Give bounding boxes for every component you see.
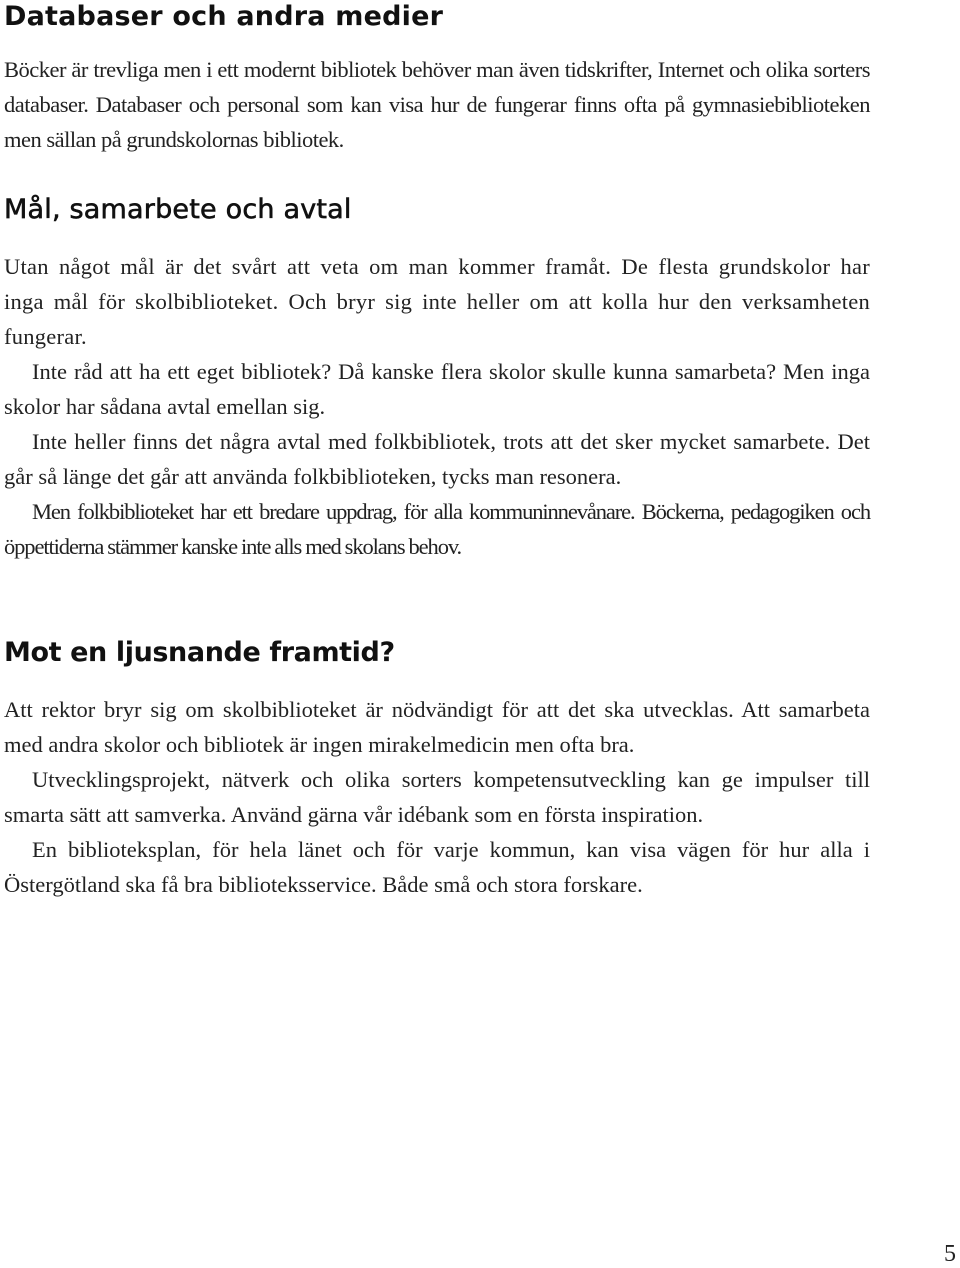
- paragraph-databaser-1: Böcker är trevliga men i ett modernt bibliotek behöver man även tidskrifter, Internet och olika sorters databaser. Databaser och personal som kan visa hur de fungerar finns ofta på gymnasiebiblioteken men sällan på grundskolornas bibliotek.: [4, 57, 870, 152]
- paragraph-framtid-2: Utvecklingsprojekt, nätverk och olika sorters kompetensutveckling kan ge impulser till smarta sätt att samverka. Använd gärna vår idébank som en första inspiration.: [4, 767, 870, 827]
- section-mot-en-ljusnande-framtid: [4, 636, 870, 902]
- section-databaser: [4, 0, 870, 157]
- heading-databaser: Databaser och andra medier: [4, 1, 444, 32]
- paragraph-framtid-1: Att rektor bryr sig om skolbiblioteket är nödvändigt för att det ska utvecklas. Att samarbeta med andra skolor och bibliotek är ingen mirakelmedicin men ofta bra.: [4, 697, 870, 757]
- paragraph-mal-3: Inte heller finns det några avtal med folkbibliotek, trots att det sker mycket samarbete. Det går så länge det går att använda folkbiblioteken, tycks man resonera.: [4, 429, 870, 489]
- heading-mal-samarbete-avtal: Mål, samarbete och avtal: [4, 194, 352, 225]
- paragraph-mal-2: Inte råd att ha ett eget bibliotek? Då kanske flera skolor skulle kunna samarbeta? Men inga skolor har sådana avtal emellan sig.: [4, 359, 870, 419]
- heading-mot-en-ljusnande-framtid: Mot en ljusnande framtid?: [4, 637, 395, 668]
- paragraph-mal-4: Men folkbiblioteket har ett bredare uppdrag, för alla kommuninnevånare. Böckerna, pedagogiken och öppettiderna stämmer kanske inte alls med skolans behov.: [4, 499, 870, 559]
- section-mal-samarbete-avtal: [4, 193, 870, 564]
- page-number: 5: [944, 1241, 956, 1267]
- paragraph-mal-1: Utan något mål är det svårt att veta om man kommer framåt. De flesta grundskolor har inga mål för skolbiblioteket. Och bryr sig inte heller om att kolla hur den verksamheten fungerar.: [4, 254, 870, 349]
- paragraph-framtid-3: En biblioteksplan, för hela länet och för varje kommun, kan visa vägen för hur alla i Östergötland ska få bra biblioteksservice. Både små och stora forskare.: [4, 837, 870, 897]
